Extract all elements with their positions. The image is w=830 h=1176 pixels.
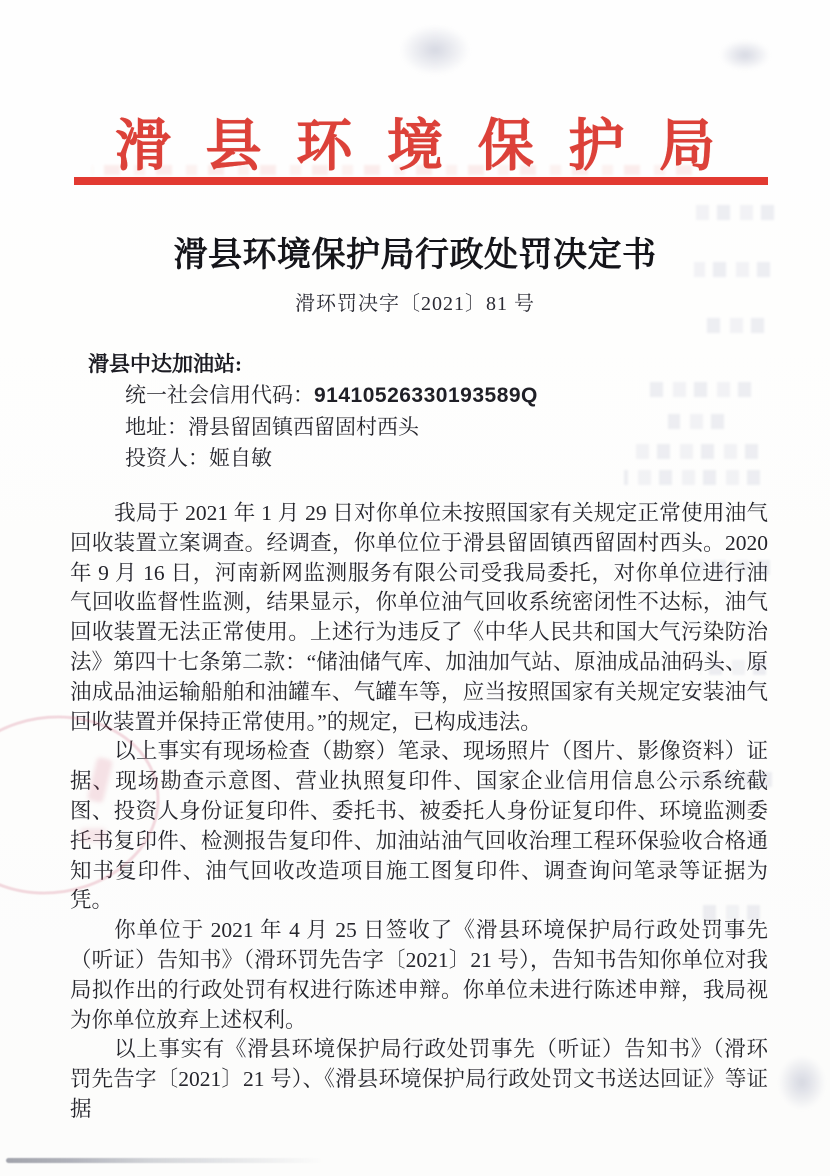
address-value: 滑县留固镇西留固村西头 bbox=[188, 414, 419, 439]
address-label: 地址： bbox=[125, 414, 188, 439]
recipient-block bbox=[88, 349, 764, 474]
scan-noise-spot bbox=[778, 1055, 826, 1110]
bleedthrough-artifact bbox=[688, 205, 774, 220]
scan-noise-spot bbox=[720, 40, 770, 70]
investor-value: 姬自敏 bbox=[209, 445, 272, 470]
agency-name: 滑县环境保护局 bbox=[114, 116, 750, 178]
address-row bbox=[88, 412, 764, 443]
investor-row bbox=[88, 443, 764, 474]
credit-code-label: 统一社会信用代码： bbox=[125, 383, 314, 408]
document-body bbox=[70, 499, 768, 1125]
body-paragraph-2: 以上事实有现场检查（勘察）笔录、现场照片（图片、影像资料）证据、现场勘查示意图、营业执照复印件、国家企业信用信息公示系统截图、投资人身份证复印件、委托书、被委托人身份证复印件、环境监测委托书复印件、检测报告复印件、加油站油气回收治理工程环保验收合格通知书复印件、油气回收改造项目施工图复印件、调查询问笔录等证据为凭。 bbox=[70, 739, 768, 913]
document-number: 滑环罚决字〔2021〕81 号 bbox=[295, 293, 535, 315]
body-paragraph-4: 以上事实有《滑县环境保护局行政处罚事先（听证）告知书》（滑环罚先告字〔2021〕21 号）、《滑县环境保护局行政处罚文书送达回证》等证据 bbox=[70, 1037, 768, 1121]
credit-code-value: 91410526330193589Q bbox=[314, 384, 538, 408]
body-paragraph-3: 你单位于 2021 年 4 月 25 日签收了《滑县环境保护局行政处罚事先（听证）告知书》（滑环罚先告字〔2021〕21 号），告知书告知你单位对我局拟作出的行政处罚有权进行陈述申辩。你单位未进行陈述申辩，我局视为你单位放弃上述权利。 bbox=[70, 918, 768, 1032]
credit-code-row bbox=[88, 380, 764, 411]
scan-noise-spot bbox=[400, 25, 470, 75]
bleedthrough-artifact bbox=[700, 318, 764, 333]
scanner-smudge bbox=[6, 1158, 324, 1163]
investor-label: 投资人： bbox=[125, 445, 209, 470]
red-ink-bleedthrough bbox=[92, 165, 692, 175]
letterhead-divider bbox=[74, 177, 768, 185]
recipient-name: 滑县中达加油站: bbox=[88, 352, 242, 376]
document-title: 滑县环境保护局行政处罚决定书 bbox=[173, 237, 657, 274]
body-paragraph-1: 我局于 2021 年 1 月 29 日对你单位未按照国家有关规定正常使用油气回收装置立案调查。经调查，你单位位于滑县留固镇西留固村西头。2020 年 9 月 16 日，河南新网监测服务有限公司受我局委托，对你单位进行油气回收监督性监测，结果显示，你单位油气回收系统密闭性不达标，油气回收装置无法正常使用。上述行为违反了《中华人民共和国大气污染防治法》第四十七条第二款：“储油储气库、加油加气站、原油成品油码头、原油成品油运输船舶和油罐车、气罐车等，应当按照国家有关规定安装油气回收装置并保持正常使用。”的规定，已构成违法。 bbox=[70, 501, 768, 734]
